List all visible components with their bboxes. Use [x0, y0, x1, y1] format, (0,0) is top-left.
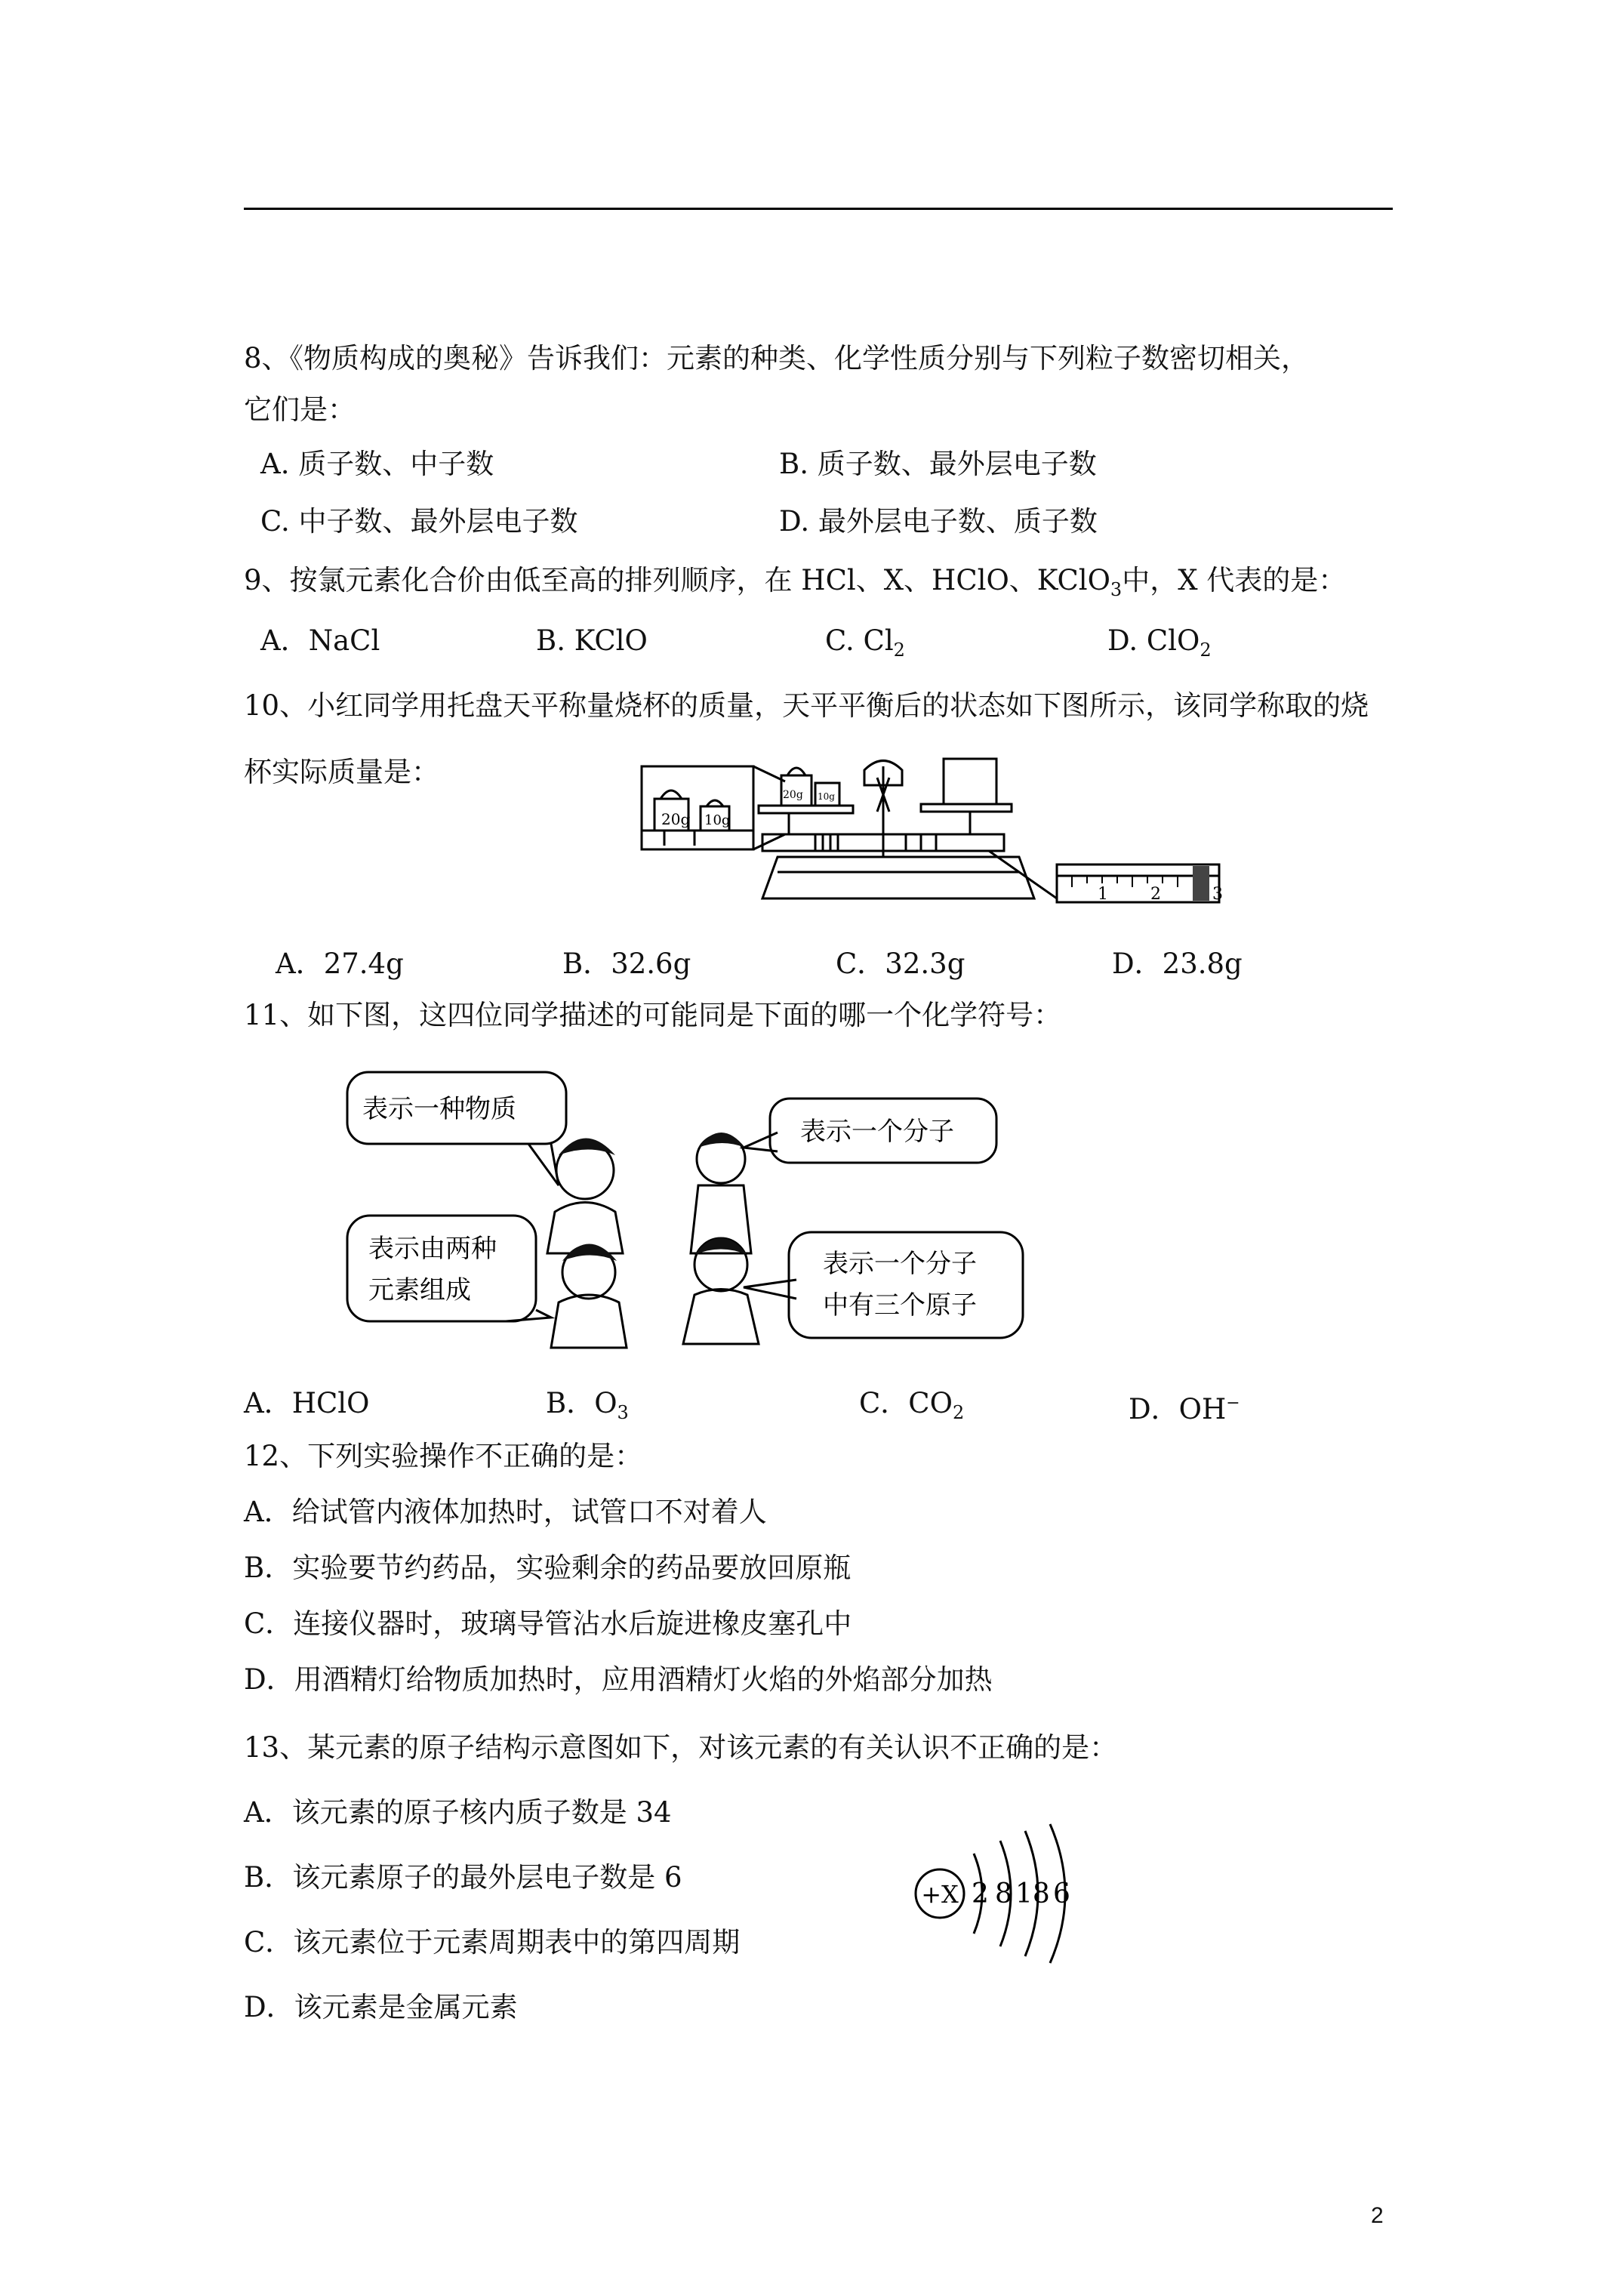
- inset-weight-label-10g: 10g: [704, 812, 731, 828]
- q12-stem: 12、下列实验操作不正确的是：: [244, 1440, 643, 1472]
- q12-option-a: A．给试管内液体加热时，试管口不对着人: [244, 1496, 767, 1528]
- q8-option-d: D. 最外层电子数、质子数: [779, 505, 1098, 538]
- q9-option-d: D. ClO$_2$: [1107, 624, 1212, 661]
- scale-tick-2: 2: [1150, 885, 1161, 904]
- q9-option-a: A．NaCl: [260, 624, 380, 657]
- shell-electrons-3: 18: [1015, 1878, 1050, 1909]
- pan-weight-label-20g: 20g: [783, 789, 803, 801]
- q10-option-d: D．23.8g: [1112, 948, 1243, 980]
- weights-inset-box: [642, 766, 753, 849]
- students-figure: [332, 1057, 1057, 1359]
- bubble-2-text: 表示一个分子: [800, 1117, 954, 1147]
- q13-option-b: B．该元素原子的最外层电子数是 6: [244, 1861, 682, 1894]
- q11-option-d: D．OH−: [1129, 1393, 1240, 1425]
- q13-option-c: C．该元素位于元素周期表中的第四周期: [244, 1926, 741, 1959]
- scale-tick-3: 3: [1212, 885, 1223, 904]
- bubble-1-text: 表示一种物质: [362, 1094, 516, 1124]
- q11-stem: 11、如下图，这四位同学描述的可能同是下面的哪一个化学符号：: [244, 999, 1062, 1031]
- q10-option-a: A．27.4g: [276, 948, 404, 980]
- q13-option-a: A．该元素的原子核内质子数是 34: [244, 1796, 672, 1829]
- q8-stem-line2: 它们是：: [244, 393, 356, 426]
- inset-weight-label-20g: 20g: [661, 810, 691, 828]
- q9-option-b: B. KClO: [536, 624, 648, 657]
- q10-option-c: C．32.3g: [836, 948, 965, 980]
- bubble-4-text-line1: 表示一个分子: [823, 1249, 977, 1279]
- q13-option-d: D．该元素是金属元素: [244, 1991, 518, 2023]
- bubble-3-text-line2: 元素组成: [368, 1275, 471, 1305]
- bubble-3-text-line1: 表示由两种: [368, 1234, 497, 1264]
- q10-option-b: B．32.6g: [562, 948, 691, 980]
- q12-option-b: B．实验要节约药品，实验剩余的药品要放回原瓶: [244, 1552, 852, 1584]
- q10-stem-line2: 杯实际质量是：: [244, 756, 439, 788]
- q9-option-c: C. $Cl_2$: [825, 624, 905, 661]
- q8-option-a: A. 质子数、中子数: [260, 448, 494, 480]
- q8-option-b: B. 质子数、最外层电子数: [779, 448, 1097, 480]
- q13-stem: 13、某元素的原子结构示意图如下，对该元素的有关认识不正确的是：: [244, 1731, 1118, 1764]
- shell-electrons-2: 8: [995, 1878, 1012, 1909]
- atomic-structure-diagram: [902, 1820, 1083, 1971]
- bubble-4-text-line2: 中有三个原子: [823, 1290, 977, 1321]
- q9-stem: 9、按氯元素化合价由低至高的排列顺序，在 HCl、X、HClO、KClO$_3$中，X 代表的是：: [244, 564, 1347, 600]
- q10-stem-line1: 10、小红同学用托盘天平称量烧杯的质量，天平平衡后的状态如下图所示，该同学称取的烧: [244, 689, 1369, 722]
- pan-weight-label-10g: 10g: [818, 791, 835, 802]
- scale-tick-1: 1: [1098, 885, 1108, 904]
- q12-option-d: D．用酒精灯给物质加热时，应用酒精灯火焰的外焰部分加热: [244, 1663, 993, 1696]
- q11-option-a: A．HClO: [244, 1387, 370, 1419]
- q12-option-c: C．连接仪器时，玻璃导管沾水后旋进橡皮塞孔中: [244, 1607, 852, 1640]
- speech-bubble-4: [789, 1232, 1023, 1338]
- q8-option-c: C. 中子数、最外层电子数: [260, 505, 578, 538]
- q8-stem-line1: 8、《物质构成的奥秘》告诉我们：元素的种类、化学性质分别与下列粒子数密切相关，: [244, 342, 1310, 374]
- shell-electrons-4: 6: [1053, 1878, 1070, 1909]
- speech-bubble-3: [347, 1216, 536, 1321]
- rider-weight: [1193, 866, 1209, 901]
- q11-option-c: C．$CO_2$: [859, 1387, 965, 1423]
- shell-electrons-1: 2: [972, 1878, 989, 1909]
- header-rule: [244, 208, 1393, 210]
- nucleus-label: +X: [921, 1880, 959, 1909]
- q11-option-b: B．$O_3$: [546, 1387, 629, 1423]
- balance-figure: [634, 751, 1223, 910]
- page-number: 2: [1371, 2203, 1384, 2228]
